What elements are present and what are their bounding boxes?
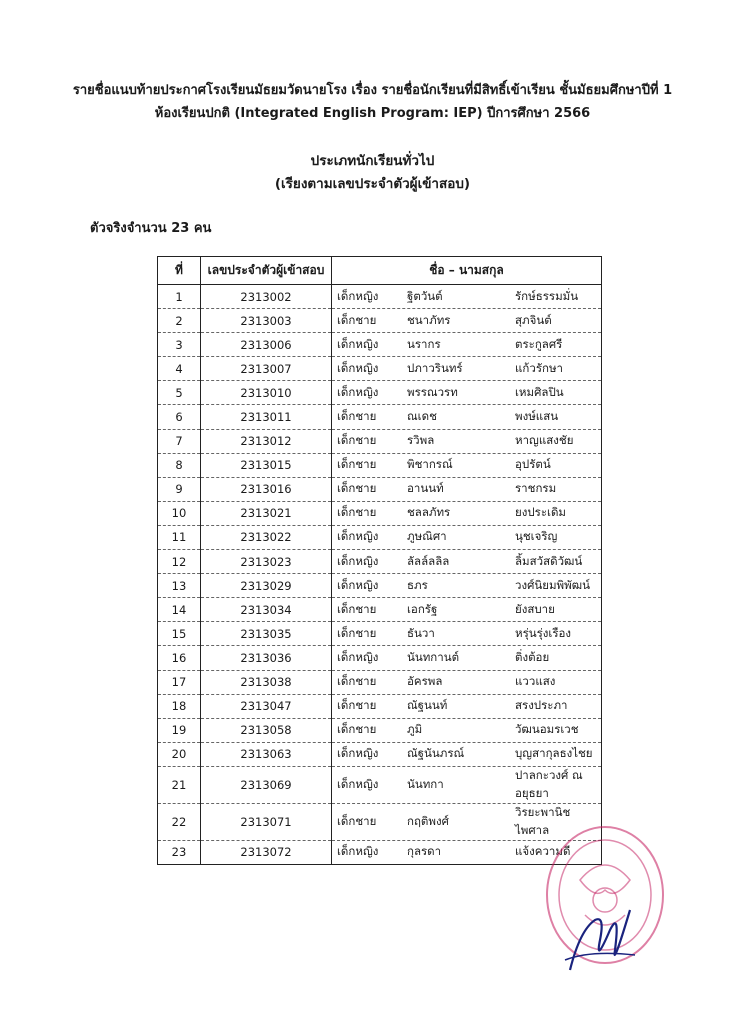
exam-id: 2313006 (201, 333, 332, 357)
exam-id: 2313011 (201, 405, 332, 429)
row-number: 2 (158, 309, 201, 333)
count-label: ตัวจริงจำนวน 23 คน (90, 221, 212, 236)
name-prefix: เด็กหญิง (337, 577, 379, 592)
exam-id: 2313021 (201, 501, 332, 525)
exam-id: 2313069 (201, 766, 332, 803)
first-name: พรรณวรท (407, 384, 458, 399)
program-title: ห้องเรียนปกติ (Integrated English Program: IEP) ปีการศึกษา 2566 (154, 106, 591, 121)
table-row (158, 646, 602, 670)
row-number: 9 (158, 477, 201, 501)
header-exam-id: เลขประจำตัวผู้เข้าสอบ (201, 257, 332, 285)
exam-id: 2313038 (201, 670, 332, 694)
row-number: 3 (158, 333, 201, 357)
exam-id: 2313047 (201, 694, 332, 718)
table-row (158, 766, 602, 803)
announcement-title: รายชื่อแนบท้ายประกาศโรงเรียนมัธยมวัดนายโรง เรื่อง รายชื่อนักเรียนที่มีสิทธิ์เข้าเรียน ชั้นมัธยมศึกษาปีที่ 1 (72, 83, 673, 98)
student-name (332, 694, 602, 718)
student-name (332, 477, 602, 501)
last-name: แจ้งความดี (515, 844, 571, 859)
name-prefix: เด็กชาย (337, 481, 377, 496)
exam-id: 2313029 (201, 574, 332, 598)
last-name: เหมศิลปิน (515, 384, 564, 399)
student-name (332, 574, 602, 598)
last-name: วงศ์นิยมพิพัฒน์ (515, 577, 590, 592)
student-name (332, 381, 602, 405)
student-name (332, 766, 602, 803)
table-row (158, 598, 602, 622)
table-row (158, 803, 602, 840)
table-row (158, 718, 602, 742)
last-name: แก้วรักษา (515, 360, 564, 375)
name-prefix: เด็กชาย (337, 722, 377, 737)
student-name (332, 357, 602, 381)
first-name: นันทกานต์ (407, 649, 460, 664)
name-prefix: เด็กหญิง (337, 649, 379, 664)
row-number: 6 (158, 405, 201, 429)
row-number: 15 (158, 622, 201, 646)
row-number: 8 (158, 453, 201, 477)
exam-id: 2313035 (201, 622, 332, 646)
name-prefix: เด็กหญิง (337, 336, 379, 351)
last-name: ยังสบาย (515, 601, 555, 616)
first-name: กฤติพงศ์ (407, 813, 449, 828)
last-name: หาญแสงชัย (515, 433, 574, 448)
student-table (157, 256, 602, 865)
row-number: 5 (158, 381, 201, 405)
first-name: ปภาวรินทร์ (407, 360, 463, 375)
table-row (158, 622, 602, 646)
exam-id: 2313010 (201, 381, 332, 405)
row-number: 7 (158, 429, 201, 453)
name-prefix: เด็กชาย (337, 625, 377, 640)
sort-note: (เรียงตามเลขประจำตัวผู้เข้าสอบ) (274, 176, 471, 192)
signature (560, 890, 640, 980)
row-number: 20 (158, 742, 201, 766)
table-row (158, 525, 602, 549)
last-name: ยงประเดิม (515, 505, 566, 520)
row-number: 22 (158, 803, 201, 840)
last-name: อุปรัตน์ (515, 457, 551, 472)
student-name (332, 429, 602, 453)
first-name: นันทกา (407, 776, 444, 791)
row-number: 13 (158, 574, 201, 598)
first-name: ณเดช (407, 409, 437, 424)
table-row (158, 333, 602, 357)
first-name: ลัลล์ลลิล (407, 553, 450, 568)
row-number: 21 (158, 766, 201, 803)
last-name: นุชเจริญ (515, 529, 558, 544)
first-name: ณัฐนนท์ (407, 698, 448, 713)
first-name: ภูษณิศา (407, 529, 447, 544)
student-name (332, 598, 602, 622)
table-row (158, 574, 602, 598)
name-prefix: เด็กหญิง (337, 529, 379, 544)
last-name: สรงประภา (515, 698, 568, 713)
table-row (158, 357, 602, 381)
student-name (332, 670, 602, 694)
exam-id: 2313023 (201, 550, 332, 574)
last-name: ลิ้มสวัสดิวัฒน์ (515, 553, 583, 568)
student-name (332, 501, 602, 525)
table-row (158, 742, 602, 766)
table-row (158, 405, 602, 429)
table-row (158, 550, 602, 574)
name-prefix: เด็กหญิง (337, 288, 379, 303)
header-no: ที่ (158, 257, 201, 285)
name-prefix: เด็กหญิง (337, 360, 379, 375)
last-name: รักษ์ธรรมมั่น (515, 288, 579, 303)
table-row (158, 501, 602, 525)
row-number: 17 (158, 670, 201, 694)
exam-id: 2313072 (201, 840, 332, 864)
student-name (332, 622, 602, 646)
table-row (158, 477, 602, 501)
exam-id: 2313063 (201, 742, 332, 766)
exam-id: 2313022 (201, 525, 332, 549)
first-name: นรากร (407, 336, 441, 351)
exam-id: 2313007 (201, 357, 332, 381)
student-name (332, 333, 602, 357)
table-row (158, 670, 602, 694)
last-name: แววแสง (515, 674, 556, 689)
name-prefix: เด็กชาย (337, 813, 377, 828)
first-name: พิชากรณ์ (407, 457, 453, 472)
exam-id: 2313058 (201, 718, 332, 742)
row-number: 18 (158, 694, 201, 718)
student-name (332, 742, 602, 766)
student-category: ประเภทนักเรียนทั่วไป (310, 153, 435, 169)
exam-id: 2313071 (201, 803, 332, 840)
row-number: 11 (158, 525, 201, 549)
name-prefix: เด็กชาย (337, 698, 377, 713)
name-prefix: เด็กหญิง (337, 553, 379, 568)
row-number: 23 (158, 840, 201, 864)
row-number: 1 (158, 285, 201, 309)
table-row (158, 309, 602, 333)
name-prefix: เด็กชาย (337, 409, 377, 424)
name-prefix: เด็กชาย (337, 674, 377, 689)
last-name: พงษ์แสน (515, 409, 559, 424)
exam-id: 2313012 (201, 429, 332, 453)
row-number: 14 (158, 598, 201, 622)
exam-id: 2313036 (201, 646, 332, 670)
first-name: ณัฐนันภรณ์ (407, 746, 465, 761)
last-name: สุภจินต์ (515, 312, 552, 327)
last-name: ติ่งต้อย (515, 649, 550, 664)
exam-id: 2313003 (201, 309, 332, 333)
first-name: อานนท์ (407, 481, 444, 496)
student-name (332, 285, 602, 309)
table-row (158, 381, 602, 405)
row-number: 16 (158, 646, 201, 670)
table-row (158, 285, 602, 309)
last-name: บุญสากุลธงไชย (515, 746, 593, 761)
row-number: 4 (158, 357, 201, 381)
first-name: ชลลภัทร (407, 505, 451, 520)
row-number: 12 (158, 550, 201, 574)
name-prefix: เด็กหญิง (337, 746, 379, 761)
name-prefix: เด็กหญิง (337, 384, 379, 399)
table-row (158, 840, 602, 864)
name-prefix: เด็กชาย (337, 601, 377, 616)
last-name: หรุ่นรุ่งเรือง (515, 625, 572, 640)
name-prefix: เด็กชาย (337, 457, 377, 472)
first-name: ฐิตวันต์ (407, 288, 443, 303)
student-name (332, 550, 602, 574)
first-name: รวิพล (407, 433, 435, 448)
name-prefix: เด็กหญิง (337, 776, 379, 791)
name-prefix: เด็กหญิง (337, 844, 379, 859)
exam-id: 2313002 (201, 285, 332, 309)
first-name: ธภร (407, 577, 428, 592)
last-name: ราชกรม (515, 481, 557, 496)
first-name: เอกรัฐ (407, 601, 438, 616)
header-name: ชื่อ – นามสกุล (332, 257, 602, 285)
first-name: ชนาภัทร (407, 312, 451, 327)
table-row (158, 694, 602, 718)
first-name: ภูมิ (407, 722, 423, 737)
exam-id: 2313016 (201, 477, 332, 501)
first-name: กุลรดา (407, 844, 442, 859)
name-prefix: เด็กชาย (337, 433, 377, 448)
table-row (158, 429, 602, 453)
exam-id: 2313034 (201, 598, 332, 622)
first-name: ธันวา (407, 625, 435, 640)
table-row (158, 453, 602, 477)
last-name: วิรยะพานิชไพศาล (515, 804, 571, 837)
row-number: 10 (158, 501, 201, 525)
student-name (332, 405, 602, 429)
student-name (332, 646, 602, 670)
student-name (332, 309, 602, 333)
last-name: ปาลกะวงศ์ ณ อยุธยา (515, 767, 583, 800)
student-name (332, 453, 602, 477)
student-name (332, 525, 602, 549)
student-name (332, 718, 602, 742)
first-name: อัครพล (407, 674, 443, 689)
last-name: ตระกูลศรี (515, 336, 563, 351)
name-prefix: เด็กชาย (337, 505, 377, 520)
table-body (158, 285, 602, 865)
last-name: วัฒนอมรเวช (515, 722, 579, 737)
row-number: 19 (158, 718, 201, 742)
exam-id: 2313015 (201, 453, 332, 477)
name-prefix: เด็กชาย (337, 312, 377, 327)
table-header-row (158, 257, 602, 285)
